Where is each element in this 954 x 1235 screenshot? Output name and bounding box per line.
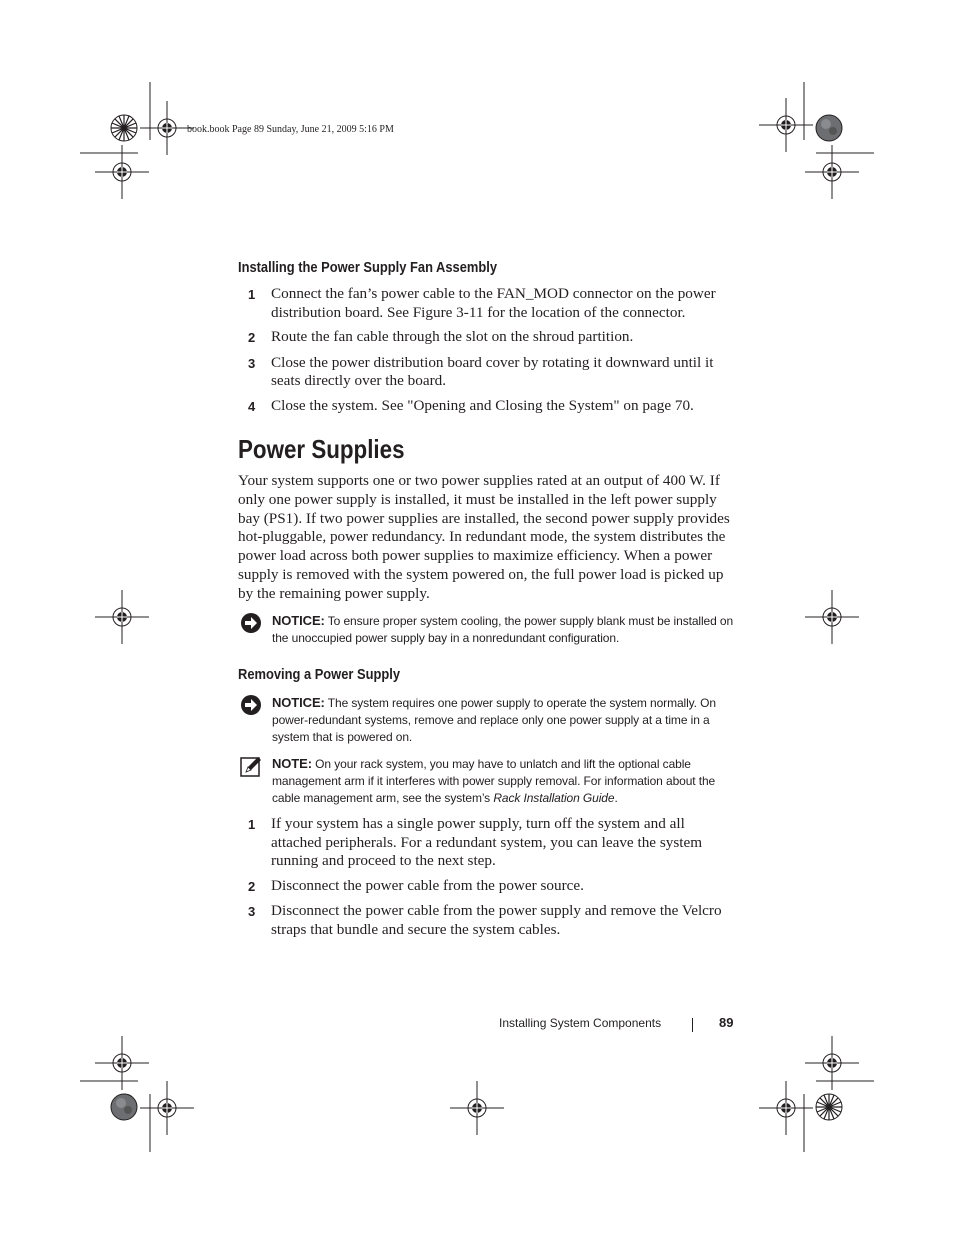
color-wheel-icon [816, 115, 842, 141]
color-wheel-icon [111, 1094, 137, 1120]
color-wheel-icon [111, 115, 137, 141]
list-item [248, 328, 738, 348]
list-item [248, 815, 738, 871]
step-number: 4 [248, 398, 256, 414]
notice-text [272, 694, 738, 747]
list-item [248, 877, 738, 897]
registration-mark-icon [805, 590, 859, 644]
step-number: 3 [248, 904, 256, 919]
step-number: 1 [248, 287, 256, 302]
notice-text [272, 612, 738, 647]
list-item [248, 354, 738, 391]
section-heading-fan-assembly: Installing the Power Supply Fan Assembly [238, 259, 498, 276]
registration-mark-icon [140, 101, 194, 155]
list-item [248, 902, 738, 939]
color-wheel-icon [816, 1094, 842, 1120]
note-text [272, 755, 738, 808]
notice-box [240, 694, 740, 747]
registration-mark-icon [759, 1081, 813, 1135]
notice-box [240, 612, 740, 647]
print-info-line: book.book Page 89 Sunday, June 21, 2009 5:16 PM [187, 124, 394, 135]
step-text: Disconnect the power cable from the power source. [271, 876, 584, 894]
registration-mark-icon [140, 1081, 194, 1135]
step-number: 1 [248, 817, 256, 832]
list-item [248, 285, 738, 322]
list-item [248, 397, 738, 417]
registration-mark-icon [450, 1081, 504, 1135]
step-number: 2 [248, 330, 256, 345]
guide-title: Rack Installation Guide [493, 791, 615, 806]
notice-arrow-icon [240, 694, 272, 747]
registration-mark-icon [759, 98, 813, 152]
step-text: Disconnect the power cable from the power supply and remove the Velcro straps that bundle and secure the system cables. [271, 902, 722, 938]
notice-body: To ensure proper system cooling, the power supply blank must be installed on the unoccupied power supply bay in a nonredundant configuration. [272, 614, 734, 646]
registration-mark-icon [95, 590, 149, 644]
registration-mark-icon [805, 1036, 859, 1090]
note-label: NOTE: [272, 756, 312, 771]
step-number: 2 [248, 878, 256, 894]
step-number: 3 [248, 355, 256, 371]
notice-arrow-icon [240, 612, 272, 647]
removing-steps [248, 815, 738, 945]
notice-label: NOTICE: [272, 695, 325, 710]
section-heading-removing: Removing a Power Supply [238, 666, 401, 683]
footer-divider [692, 1018, 693, 1032]
step-text: If your system has a single power supply, turn off the system and all attached peripherals. For a redundant system, you can leave the system running and proceed to the next step. [271, 815, 703, 869]
page-number: 89 [719, 1015, 734, 1030]
fan-assembly-steps [248, 285, 738, 422]
footer-chapter: Installing System Components [499, 1016, 662, 1030]
step-text: Close the system. See "Opening and Closing the System" on page 70. [271, 396, 694, 414]
note-body: On your rack system, you may have to unlatch and lift the optional cable management arm if it interferes with power supply removal. For information about the cable management arm, see the system’s [272, 757, 716, 806]
step-text: Connect the fan’s power cable to the FAN_MOD connector on the power distribution board. See Figure 3-11 for the location of the connector. [271, 285, 716, 321]
step-text: Route the fan cable through the slot on the shroud partition. [271, 328, 634, 345]
note-end: . [614, 791, 618, 806]
notice-label: NOTICE: [272, 613, 325, 628]
note-pencil-icon [240, 755, 272, 808]
note-box [240, 755, 740, 808]
registration-mark-icon [95, 1036, 149, 1090]
body-paragraph: Your system supports one or two power supplies rated at an output of 400 W. If only one power supply is installed, it must be installed in the left power supply bay (PS1). If two power supplies are installed, the second power supply provides hot-pluggable, power redundancy. In redundant mode, the system distributes the power load across both power supplies to maximize efficiency. When a power supply is removed with the system powered on, the full power load is picked up by the remaining power supply. [238, 472, 730, 602]
step-text: Close the power distribution board cover by rotating it downward until it seats directly over the board. [271, 353, 714, 389]
page-title: Power Supplies [238, 434, 405, 464]
notice-body: The system requires one power supply to operate the system normally. On power-redundant systems, remove and replace only one power supply at a time in a system that is powered on. [272, 696, 716, 745]
